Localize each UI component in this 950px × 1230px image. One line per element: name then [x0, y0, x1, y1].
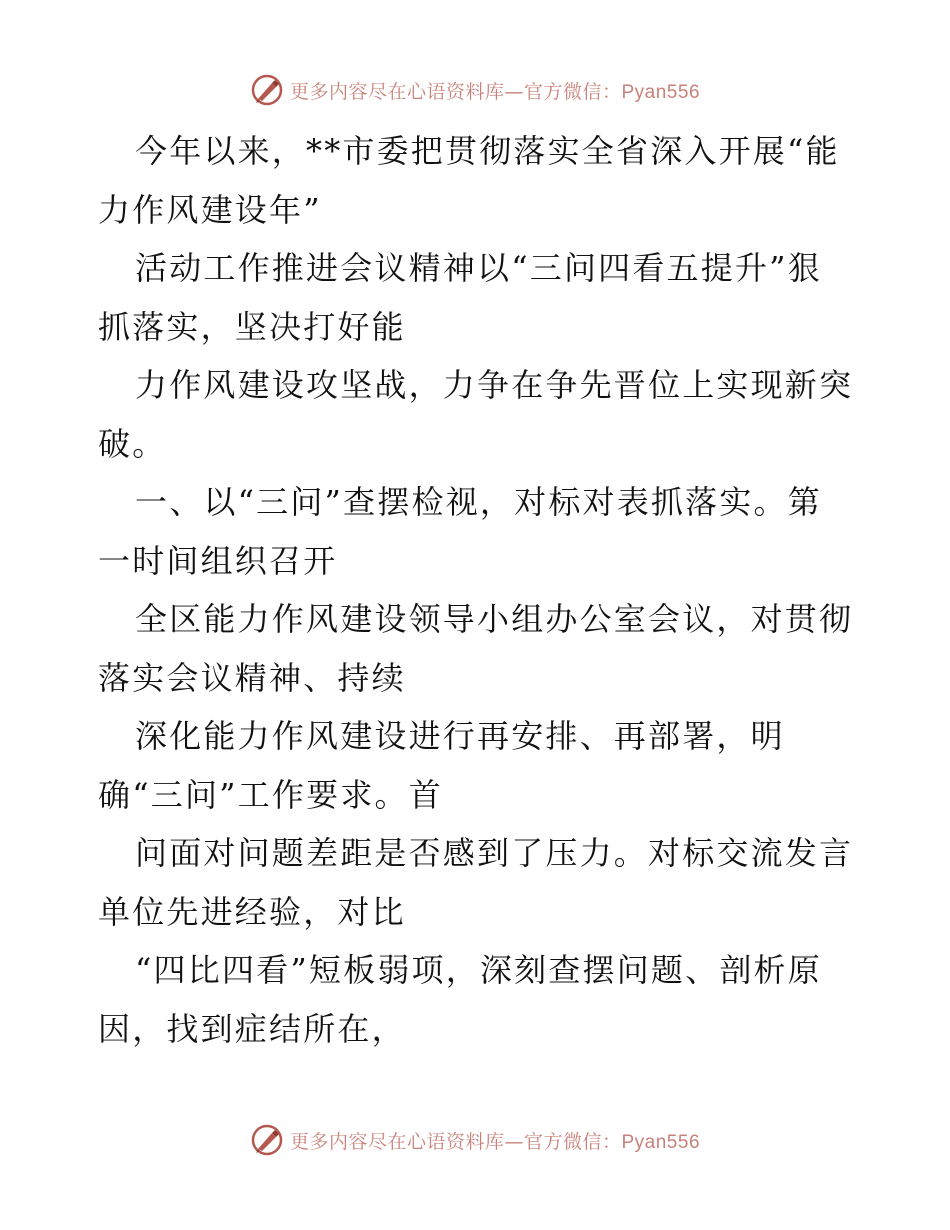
- watermark-wechat-label: 官方微信：: [523, 80, 622, 103]
- body-text-line: 一时间组织召开: [98, 541, 338, 580]
- watermark-separator: —: [504, 80, 524, 103]
- watermark-wechat-label: 官方微信：: [523, 1130, 622, 1153]
- watermark-handle: Pyan556: [621, 1131, 701, 1153]
- body-text-line: 单位先进经验，对比: [98, 892, 406, 931]
- body-text-line: 活动工作推进会议精神以“三问四看五提升”狠: [135, 249, 822, 287]
- body-text-line: 深化能力作风建设进行再安排、再部署，明: [135, 717, 785, 755]
- header-watermark: [0, 70, 950, 110]
- body-text-line: 因，找到症结所在，: [98, 1009, 406, 1048]
- body-text-line: 今年以来，**市委把贯彻落实全省深入开展“能: [135, 132, 840, 170]
- pen-logo-icon: [250, 1123, 284, 1157]
- body-text-line: 确“三问”工作要求。首: [98, 775, 443, 814]
- watermark-text: [290, 77, 700, 104]
- body-text-line: 力作风建设年”: [98, 190, 322, 229]
- body-text-line: “四比四看”短板弱项，深刻查摆问题、剖析原: [135, 951, 822, 989]
- document-body: [98, 122, 858, 1058]
- watermark-main-text: 更多内容尽在心语资料库: [289, 80, 505, 103]
- watermark-handle: Pyan556: [621, 81, 701, 103]
- pen-logo-icon: [250, 73, 284, 107]
- body-text-line: 全区能力作风建设领导小组办公室会议，对贯彻: [135, 600, 854, 638]
- body-text-line: 破。: [98, 424, 167, 463]
- body-text-line: 力作风建设攻坚战，力争在争先晋位上实现新突: [135, 366, 854, 404]
- watermark-text: [290, 1127, 700, 1154]
- body-text-line: 抓落实，坚决打好能: [98, 307, 406, 346]
- watermark-main-text: 更多内容尽在心语资料库: [289, 1130, 505, 1153]
- watermark-separator: —: [504, 1130, 524, 1153]
- body-text-line: 落实会议精神、持续: [98, 658, 406, 697]
- footer-watermark: [0, 1120, 950, 1160]
- body-text-line: 一、以“三问”查摆检视，对标对表抓落实。第: [135, 483, 822, 521]
- body-text-line: 问面对问题差距是否感到了压力。对标交流发言: [135, 834, 854, 872]
